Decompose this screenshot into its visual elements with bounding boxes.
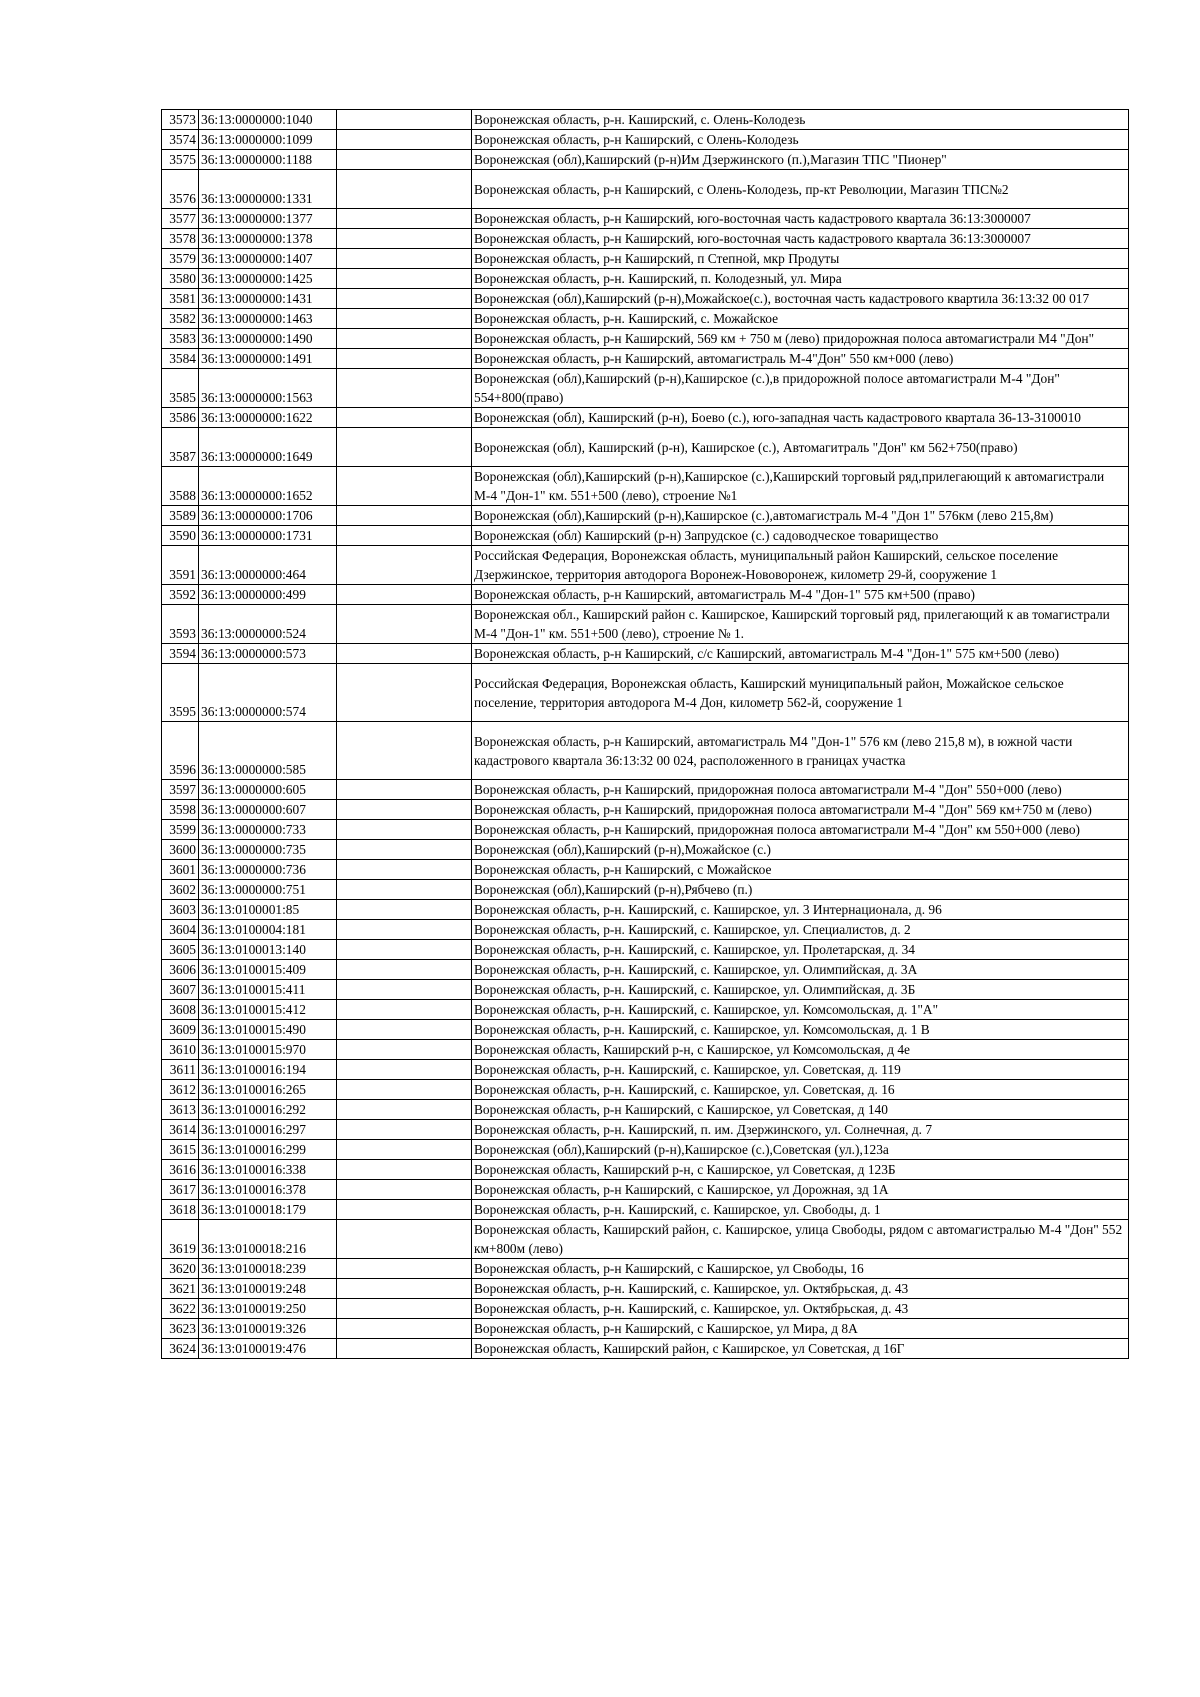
cadastral-number: 36:13:0000000:464 bbox=[199, 546, 337, 585]
cadastral-number: 36:13:0000000:524 bbox=[199, 605, 337, 644]
cadastral-number: 36:13:0100016:378 bbox=[199, 1180, 337, 1200]
table-row bbox=[162, 980, 1129, 1000]
empty-cell bbox=[337, 1259, 472, 1279]
table-row bbox=[162, 209, 1129, 229]
empty-cell bbox=[337, 329, 472, 349]
cadastral-number: 36:13:0100015:412 bbox=[199, 1000, 337, 1020]
cadastral-number: 36:13:0100018:179 bbox=[199, 1200, 337, 1220]
row-number: 3596 bbox=[162, 722, 199, 780]
address: Воронежская область, р-н. Каширский, с. Каширское, ул. Октябрьская, д. 43 bbox=[472, 1279, 1129, 1299]
address: Воронежская область, р-н. Каширский, с. Каширское, ул. Комсомольская, д. 1 В bbox=[472, 1020, 1129, 1040]
address: Воронежская область, р-н. Каширский, с. Олень-Колодезь bbox=[472, 110, 1129, 130]
address: Воронежская область, р-н Каширский, с Можайское bbox=[472, 860, 1129, 880]
cadastral-number: 36:13:0000000:607 bbox=[199, 800, 337, 820]
cadastral-number: 36:13:0100015:970 bbox=[199, 1040, 337, 1060]
empty-cell bbox=[337, 209, 472, 229]
address: Воронежская область, р-н. Каширский, с. Каширское, ул. Свободы, д. 1 bbox=[472, 1200, 1129, 1220]
address: Воронежская обл., Каширский район с. Каширское, Каширский торговый ряд, прилегающий к ав томагистрали М-4 "Дон-1" км. 551+500 (лево), строение № 1. bbox=[472, 605, 1129, 644]
table-row bbox=[162, 800, 1129, 820]
table-row bbox=[162, 722, 1129, 780]
table-row bbox=[162, 1120, 1129, 1140]
address: Воронежская область, р-н. Каширский, с. Каширское, ул. Специалистов, д. 2 bbox=[472, 920, 1129, 940]
empty-cell bbox=[337, 664, 472, 722]
address: Воронежская область, р-н. Каширский, с. Каширское, ул. Комсомольская, д. 1"А" bbox=[472, 1000, 1129, 1020]
cadastral-number: 36:13:0000000:735 bbox=[199, 840, 337, 860]
empty-cell bbox=[337, 130, 472, 150]
address: Воронежская область, р-н. Каширский, с. Каширское, ул. Пролетарская, д. 34 bbox=[472, 940, 1129, 960]
empty-cell bbox=[337, 506, 472, 526]
cadastral-number: 36:13:0000000:1431 bbox=[199, 289, 337, 309]
empty-cell bbox=[337, 428, 472, 467]
row-number: 3588 bbox=[162, 467, 199, 506]
row-number: 3576 bbox=[162, 170, 199, 209]
cadastral-number: 36:13:0000000:585 bbox=[199, 722, 337, 780]
table-row bbox=[162, 150, 1129, 170]
empty-cell bbox=[337, 1080, 472, 1100]
empty-cell bbox=[337, 800, 472, 820]
address: Воронежская (обл),Каширский (р-н)Им Дзержинского (п.),Магазин ТПС "Пионер" bbox=[472, 150, 1129, 170]
cadastral-number: 36:13:0100013:140 bbox=[199, 940, 337, 960]
cadastral-table bbox=[161, 109, 1129, 1359]
address: Воронежская область, р-н Каширский, с Каширское, ул Советская, д 140 bbox=[472, 1100, 1129, 1120]
row-number: 3614 bbox=[162, 1120, 199, 1140]
empty-cell bbox=[337, 170, 472, 209]
row-number: 3580 bbox=[162, 269, 199, 289]
row-number: 3613 bbox=[162, 1100, 199, 1120]
empty-cell bbox=[337, 229, 472, 249]
address: Воронежская (обл), Каширский (р-н), Боево (с.), юго-западная часть кадастрового квартала 36-13-3100010 bbox=[472, 408, 1129, 428]
cadastral-number: 36:13:0100016:299 bbox=[199, 1140, 337, 1160]
row-number: 3591 bbox=[162, 546, 199, 585]
table-row bbox=[162, 940, 1129, 960]
cadastral-number: 36:13:0000000:1463 bbox=[199, 309, 337, 329]
cadastral-number: 36:13:0000000:1652 bbox=[199, 467, 337, 506]
cadastral-number: 36:13:0100016:292 bbox=[199, 1100, 337, 1120]
table-row bbox=[162, 1200, 1129, 1220]
row-number: 3585 bbox=[162, 369, 199, 408]
table-row bbox=[162, 1180, 1129, 1200]
address: Воронежская область, р-н Каширский, юго-восточная часть кадастрового квартала 36:13:3000007 bbox=[472, 209, 1129, 229]
table-row bbox=[162, 1020, 1129, 1040]
empty-cell bbox=[337, 1140, 472, 1160]
cadastral-number: 36:13:0100015:411 bbox=[199, 980, 337, 1000]
cadastral-number: 36:13:0100019:250 bbox=[199, 1299, 337, 1319]
address: Воронежская область, Каширский район, с Каширское, ул Советская, д 16Г bbox=[472, 1339, 1129, 1359]
table-row bbox=[162, 1060, 1129, 1080]
empty-cell bbox=[337, 1000, 472, 1020]
row-number: 3573 bbox=[162, 110, 199, 130]
empty-cell bbox=[337, 546, 472, 585]
empty-cell bbox=[337, 1319, 472, 1339]
address: Российская Федерация, Воронежская область, муниципальный район Каширский, сельское поселение Дзержинское, территория автодорога Воронеж-Нововоронеж, километр 29-й, сооружение 1 bbox=[472, 546, 1129, 585]
address: Российская Федерация, Воронежская область, Каширский муниципальный район, Можайское сельское поселение, территория автодорога М-4 Дон, километр 562-й, сооружение 1 bbox=[472, 664, 1129, 722]
empty-cell bbox=[337, 369, 472, 408]
table-row bbox=[162, 1279, 1129, 1299]
address: Воронежская область, Каширский р-н, с Каширское, ул Комсомольская, д 4е bbox=[472, 1040, 1129, 1060]
cadastral-number: 36:13:0000000:736 bbox=[199, 860, 337, 880]
table-row bbox=[162, 546, 1129, 585]
address: Воронежская область, р-н Каширский, придорожная полоса автомагистрали М-4 "Дон" 550+000 (лево) bbox=[472, 780, 1129, 800]
address: Воронежская область, р-н Каширский, придорожная полоса автомагистрали М-4 "Дон" 569 км+750 м (лево) bbox=[472, 800, 1129, 820]
table-row bbox=[162, 1220, 1129, 1259]
row-number: 3593 bbox=[162, 605, 199, 644]
table-row bbox=[162, 1100, 1129, 1120]
address: Воронежская область, р-н Каширский, с Каширское, ул Мира, д 8А bbox=[472, 1319, 1129, 1339]
table-row bbox=[162, 110, 1129, 130]
cadastral-number: 36:13:0000000:1188 bbox=[199, 150, 337, 170]
cadastral-number: 36:13:0000000:1425 bbox=[199, 269, 337, 289]
row-number: 3608 bbox=[162, 1000, 199, 1020]
address: Воронежская область, р-н. Каширский, с. Каширское, ул. Советская, д. 16 bbox=[472, 1080, 1129, 1100]
row-number: 3606 bbox=[162, 960, 199, 980]
address: Воронежская область, р-н Каширский, придорожная полоса автомагистрали М-4 "Дон" км 550+000 (лево) bbox=[472, 820, 1129, 840]
empty-cell bbox=[337, 1200, 472, 1220]
row-number: 3601 bbox=[162, 860, 199, 880]
row-number: 3617 bbox=[162, 1180, 199, 1200]
cadastral-number: 36:13:0000000:1706 bbox=[199, 506, 337, 526]
address: Воронежская (обл),Каширский (р-н),Можайское (с.) bbox=[472, 840, 1129, 860]
address: Воронежская (обл),Каширский (р-н),Можайское(с.), восточная часть кадастрового квартила 36:13:32 00 017 bbox=[472, 289, 1129, 309]
cadastral-number: 36:13:0100019:476 bbox=[199, 1339, 337, 1359]
cadastral-number: 36:13:0100019:326 bbox=[199, 1319, 337, 1339]
row-number: 3597 bbox=[162, 780, 199, 800]
empty-cell bbox=[337, 526, 472, 546]
cadastral-number: 36:13:0000000:574 bbox=[199, 664, 337, 722]
cadastral-number: 36:13:0000000:1377 bbox=[199, 209, 337, 229]
table-row bbox=[162, 1319, 1129, 1339]
empty-cell bbox=[337, 249, 472, 269]
empty-cell bbox=[337, 980, 472, 1000]
row-number: 3579 bbox=[162, 249, 199, 269]
cadastral-number: 36:13:0000000:1622 bbox=[199, 408, 337, 428]
cadastral-number: 36:13:0100015:409 bbox=[199, 960, 337, 980]
empty-cell bbox=[337, 960, 472, 980]
empty-cell bbox=[337, 1279, 472, 1299]
row-number: 3581 bbox=[162, 289, 199, 309]
empty-cell bbox=[337, 1220, 472, 1259]
row-number: 3605 bbox=[162, 940, 199, 960]
cadastral-number: 36:13:0000000:1407 bbox=[199, 249, 337, 269]
cadastral-number: 36:13:0000000:1378 bbox=[199, 229, 337, 249]
table-row bbox=[162, 780, 1129, 800]
address: Воронежская (обл),Каширский (р-н),Каширское (с.),автомагистраль М-4 "Дон 1" 576км (лево 215,8м) bbox=[472, 506, 1129, 526]
empty-cell bbox=[337, 1160, 472, 1180]
cadastral-number: 36:13:0100004:181 bbox=[199, 920, 337, 940]
cadastral-number: 36:13:0100016:338 bbox=[199, 1160, 337, 1180]
address: Воронежская (обл),Каширский (р-н),Рябчево (п.) bbox=[472, 880, 1129, 900]
table-row bbox=[162, 269, 1129, 289]
empty-cell bbox=[337, 920, 472, 940]
address: Воронежская область, р-н Каширский, 569 км + 750 м (лево) придорожная полоса автомагистрали М4 "Дон" bbox=[472, 329, 1129, 349]
table-row bbox=[162, 369, 1129, 408]
cadastral-number: 36:13:0100015:490 bbox=[199, 1020, 337, 1040]
row-number: 3598 bbox=[162, 800, 199, 820]
empty-cell bbox=[337, 820, 472, 840]
empty-cell bbox=[337, 1100, 472, 1120]
row-number: 3619 bbox=[162, 1220, 199, 1259]
empty-cell bbox=[337, 309, 472, 329]
table-row bbox=[162, 1000, 1129, 1020]
row-number: 3618 bbox=[162, 1200, 199, 1220]
table-row bbox=[162, 1339, 1129, 1359]
address: Воронежская область, р-н Каширский, с Каширское, ул Дорожная, зд 1А bbox=[472, 1180, 1129, 1200]
row-number: 3584 bbox=[162, 349, 199, 369]
row-number: 3607 bbox=[162, 980, 199, 1000]
table-row bbox=[162, 428, 1129, 467]
empty-cell bbox=[337, 408, 472, 428]
row-number: 3594 bbox=[162, 644, 199, 664]
row-number: 3624 bbox=[162, 1339, 199, 1359]
cadastral-number: 36:13:0100016:265 bbox=[199, 1080, 337, 1100]
cadastral-number: 36:13:0100018:216 bbox=[199, 1220, 337, 1259]
address: Воронежская область, р-н Каширский, автомагистраль М-4"Дон" 550 км+000 (лево) bbox=[472, 349, 1129, 369]
cadastral-number: 36:13:0000000:1731 bbox=[199, 526, 337, 546]
cadastral-number: 36:13:0100016:194 bbox=[199, 1060, 337, 1080]
address: Воронежская область, р-н Каширский, автомагистраль М-4 "Дон-1" 575 км+500 (право) bbox=[472, 585, 1129, 605]
address: Воронежская (обл),Каширский (р-н),Каширское (с.),Советская (ул.),123а bbox=[472, 1140, 1129, 1160]
empty-cell bbox=[337, 900, 472, 920]
table-row bbox=[162, 960, 1129, 980]
row-number: 3603 bbox=[162, 900, 199, 920]
empty-cell bbox=[337, 1020, 472, 1040]
empty-cell bbox=[337, 1299, 472, 1319]
empty-cell bbox=[337, 150, 472, 170]
table-body bbox=[162, 110, 1129, 1359]
row-number: 3602 bbox=[162, 880, 199, 900]
address: Воронежская (обл) Каширский (р-н) Запрудское (с.) садоводческое товарищество bbox=[472, 526, 1129, 546]
table-row bbox=[162, 329, 1129, 349]
address: Воронежская область, р-н. Каширский, с. Каширское, ул. Советская, д. 119 bbox=[472, 1060, 1129, 1080]
empty-cell bbox=[337, 1040, 472, 1060]
row-number: 3577 bbox=[162, 209, 199, 229]
table-row bbox=[162, 170, 1129, 209]
address: Воронежская (обл),Каширский (р-н),Каширское (с.),в придорожной полосе автомагистрали М-4 "Дон" 554+800(право) bbox=[472, 369, 1129, 408]
address: Воронежская область, Каширский р-н, с Каширское, ул Советская, д 123Б bbox=[472, 1160, 1129, 1180]
address: Воронежская (обл), Каширский (р-н), Каширское (с.), Автомагитраль "Дон" км 562+750(право) bbox=[472, 428, 1129, 467]
row-number: 3583 bbox=[162, 329, 199, 349]
table-row bbox=[162, 467, 1129, 506]
table-row bbox=[162, 506, 1129, 526]
cadastral-number: 36:13:0000000:1490 bbox=[199, 329, 337, 349]
table-row bbox=[162, 860, 1129, 880]
cadastral-number: 36:13:0000000:605 bbox=[199, 780, 337, 800]
table-row bbox=[162, 289, 1129, 309]
empty-cell bbox=[337, 467, 472, 506]
row-number: 3604 bbox=[162, 920, 199, 940]
cadastral-number: 36:13:0100016:297 bbox=[199, 1120, 337, 1140]
table-row bbox=[162, 605, 1129, 644]
empty-cell bbox=[337, 840, 472, 860]
address: Воронежская область, р-н Каширский, п Степной, мкр Продуты bbox=[472, 249, 1129, 269]
address: Воронежская область, Каширский район, с. Каширское, улица Свободы, рядом с автомагистралью М-4 "Дон" 552 км+800м (лево) bbox=[472, 1220, 1129, 1259]
address: Воронежская область, р-н. Каширский, п. им. Дзержинского, ул. Солнечная, д. 7 bbox=[472, 1120, 1129, 1140]
table-row bbox=[162, 1299, 1129, 1319]
table-row bbox=[162, 1259, 1129, 1279]
address: Воронежская область, р-н. Каширский, с. Можайское bbox=[472, 309, 1129, 329]
empty-cell bbox=[337, 289, 472, 309]
empty-cell bbox=[337, 269, 472, 289]
empty-cell bbox=[337, 860, 472, 880]
empty-cell bbox=[337, 722, 472, 780]
table-row bbox=[162, 349, 1129, 369]
cadastral-number: 36:13:0000000:1649 bbox=[199, 428, 337, 467]
row-number: 3599 bbox=[162, 820, 199, 840]
empty-cell bbox=[337, 605, 472, 644]
empty-cell bbox=[337, 1060, 472, 1080]
table-row bbox=[162, 1080, 1129, 1100]
row-number: 3611 bbox=[162, 1060, 199, 1080]
table-row bbox=[162, 920, 1129, 940]
cadastral-number: 36:13:0000000:1331 bbox=[199, 170, 337, 209]
cadastral-number: 36:13:0000000:499 bbox=[199, 585, 337, 605]
cadastral-number: 36:13:0000000:751 bbox=[199, 880, 337, 900]
address: Воронежская область, р-н. Каширский, с. Каширское, ул. Октябрьская, д. 43 bbox=[472, 1299, 1129, 1319]
row-number: 3586 bbox=[162, 408, 199, 428]
row-number: 3590 bbox=[162, 526, 199, 546]
address: Воронежская область, р-н. Каширский, с. Каширское, ул. 3 Интернационала, д. 96 bbox=[472, 900, 1129, 920]
table-row bbox=[162, 249, 1129, 269]
row-number: 3615 bbox=[162, 1140, 199, 1160]
row-number: 3589 bbox=[162, 506, 199, 526]
table-row bbox=[162, 1140, 1129, 1160]
cadastral-register-page bbox=[161, 109, 1129, 1359]
empty-cell bbox=[337, 1339, 472, 1359]
table-row bbox=[162, 130, 1129, 150]
row-number: 3582 bbox=[162, 309, 199, 329]
empty-cell bbox=[337, 349, 472, 369]
row-number: 3592 bbox=[162, 585, 199, 605]
cadastral-number: 36:13:0000000:733 bbox=[199, 820, 337, 840]
address: Воронежская область, р-н Каширский, с/с Каширский, автомагистраль М-4 "Дон-1" 575 км+500 (лево) bbox=[472, 644, 1129, 664]
table-row bbox=[162, 900, 1129, 920]
empty-cell bbox=[337, 110, 472, 130]
address: Воронежская область, р-н. Каширский, п. Колодезный, ул. Мира bbox=[472, 269, 1129, 289]
row-number: 3610 bbox=[162, 1040, 199, 1060]
cadastral-number: 36:13:0000000:573 bbox=[199, 644, 337, 664]
address: Воронежская область, р-н Каширский, автомагистраль М4 "Дон-1" 576 км (лево 215,8 м), в южной части кадастрового квартала 36:13:32 00 024, расположенного в границах участка bbox=[472, 722, 1129, 780]
address: Воронежская область, р-н Каширский, с Каширское, ул Свободы, 16 bbox=[472, 1259, 1129, 1279]
empty-cell bbox=[337, 940, 472, 960]
table-row bbox=[162, 820, 1129, 840]
row-number: 3623 bbox=[162, 1319, 199, 1339]
table-row bbox=[162, 585, 1129, 605]
row-number: 3578 bbox=[162, 229, 199, 249]
empty-cell bbox=[337, 1180, 472, 1200]
row-number: 3616 bbox=[162, 1160, 199, 1180]
row-number: 3609 bbox=[162, 1020, 199, 1040]
table-row bbox=[162, 1040, 1129, 1060]
cadastral-number: 36:13:0000000:1491 bbox=[199, 349, 337, 369]
row-number: 3620 bbox=[162, 1259, 199, 1279]
empty-cell bbox=[337, 644, 472, 664]
table-row bbox=[162, 1160, 1129, 1180]
row-number: 3600 bbox=[162, 840, 199, 860]
cadastral-number: 36:13:0100019:248 bbox=[199, 1279, 337, 1299]
cadastral-number: 36:13:0000000:1040 bbox=[199, 110, 337, 130]
table-row bbox=[162, 526, 1129, 546]
address: Воронежская (обл),Каширский (р-н),Каширское (с.),Каширский торговый ряд,прилегающий к автомагистрали М-4 "Дон-1" км. 551+500 (лево), строение №1 bbox=[472, 467, 1129, 506]
row-number: 3612 bbox=[162, 1080, 199, 1100]
address: Воронежская область, р-н Каширский, юго-восточная часть кадастрового квартала 36:13:3000007 bbox=[472, 229, 1129, 249]
table-row bbox=[162, 229, 1129, 249]
row-number: 3574 bbox=[162, 130, 199, 150]
cadastral-number: 36:13:0100018:239 bbox=[199, 1259, 337, 1279]
table-row bbox=[162, 880, 1129, 900]
address: Воронежская область, р-н Каширский, с Олень-Колодезь bbox=[472, 130, 1129, 150]
row-number: 3575 bbox=[162, 150, 199, 170]
address: Воронежская область, р-н Каширский, с Олень-Колодезь, пр-кт Революции, Магазин ТПС№2 bbox=[472, 170, 1129, 209]
empty-cell bbox=[337, 585, 472, 605]
row-number: 3621 bbox=[162, 1279, 199, 1299]
address: Воронежская область, р-н. Каширский, с. Каширское, ул. Олимпийская, д. 3А bbox=[472, 960, 1129, 980]
table-row bbox=[162, 840, 1129, 860]
address: Воронежская область, р-н. Каширский, с. Каширское, ул. Олимпийская, д. 3Б bbox=[472, 980, 1129, 1000]
empty-cell bbox=[337, 780, 472, 800]
table-row bbox=[162, 309, 1129, 329]
table-row bbox=[162, 664, 1129, 722]
cadastral-number: 36:13:0100001:85 bbox=[199, 900, 337, 920]
row-number: 3622 bbox=[162, 1299, 199, 1319]
empty-cell bbox=[337, 880, 472, 900]
empty-cell bbox=[337, 1120, 472, 1140]
row-number: 3595 bbox=[162, 664, 199, 722]
cadastral-number: 36:13:0000000:1099 bbox=[199, 130, 337, 150]
table-row bbox=[162, 644, 1129, 664]
table-row bbox=[162, 408, 1129, 428]
cadastral-number: 36:13:0000000:1563 bbox=[199, 369, 337, 408]
row-number: 3587 bbox=[162, 428, 199, 467]
